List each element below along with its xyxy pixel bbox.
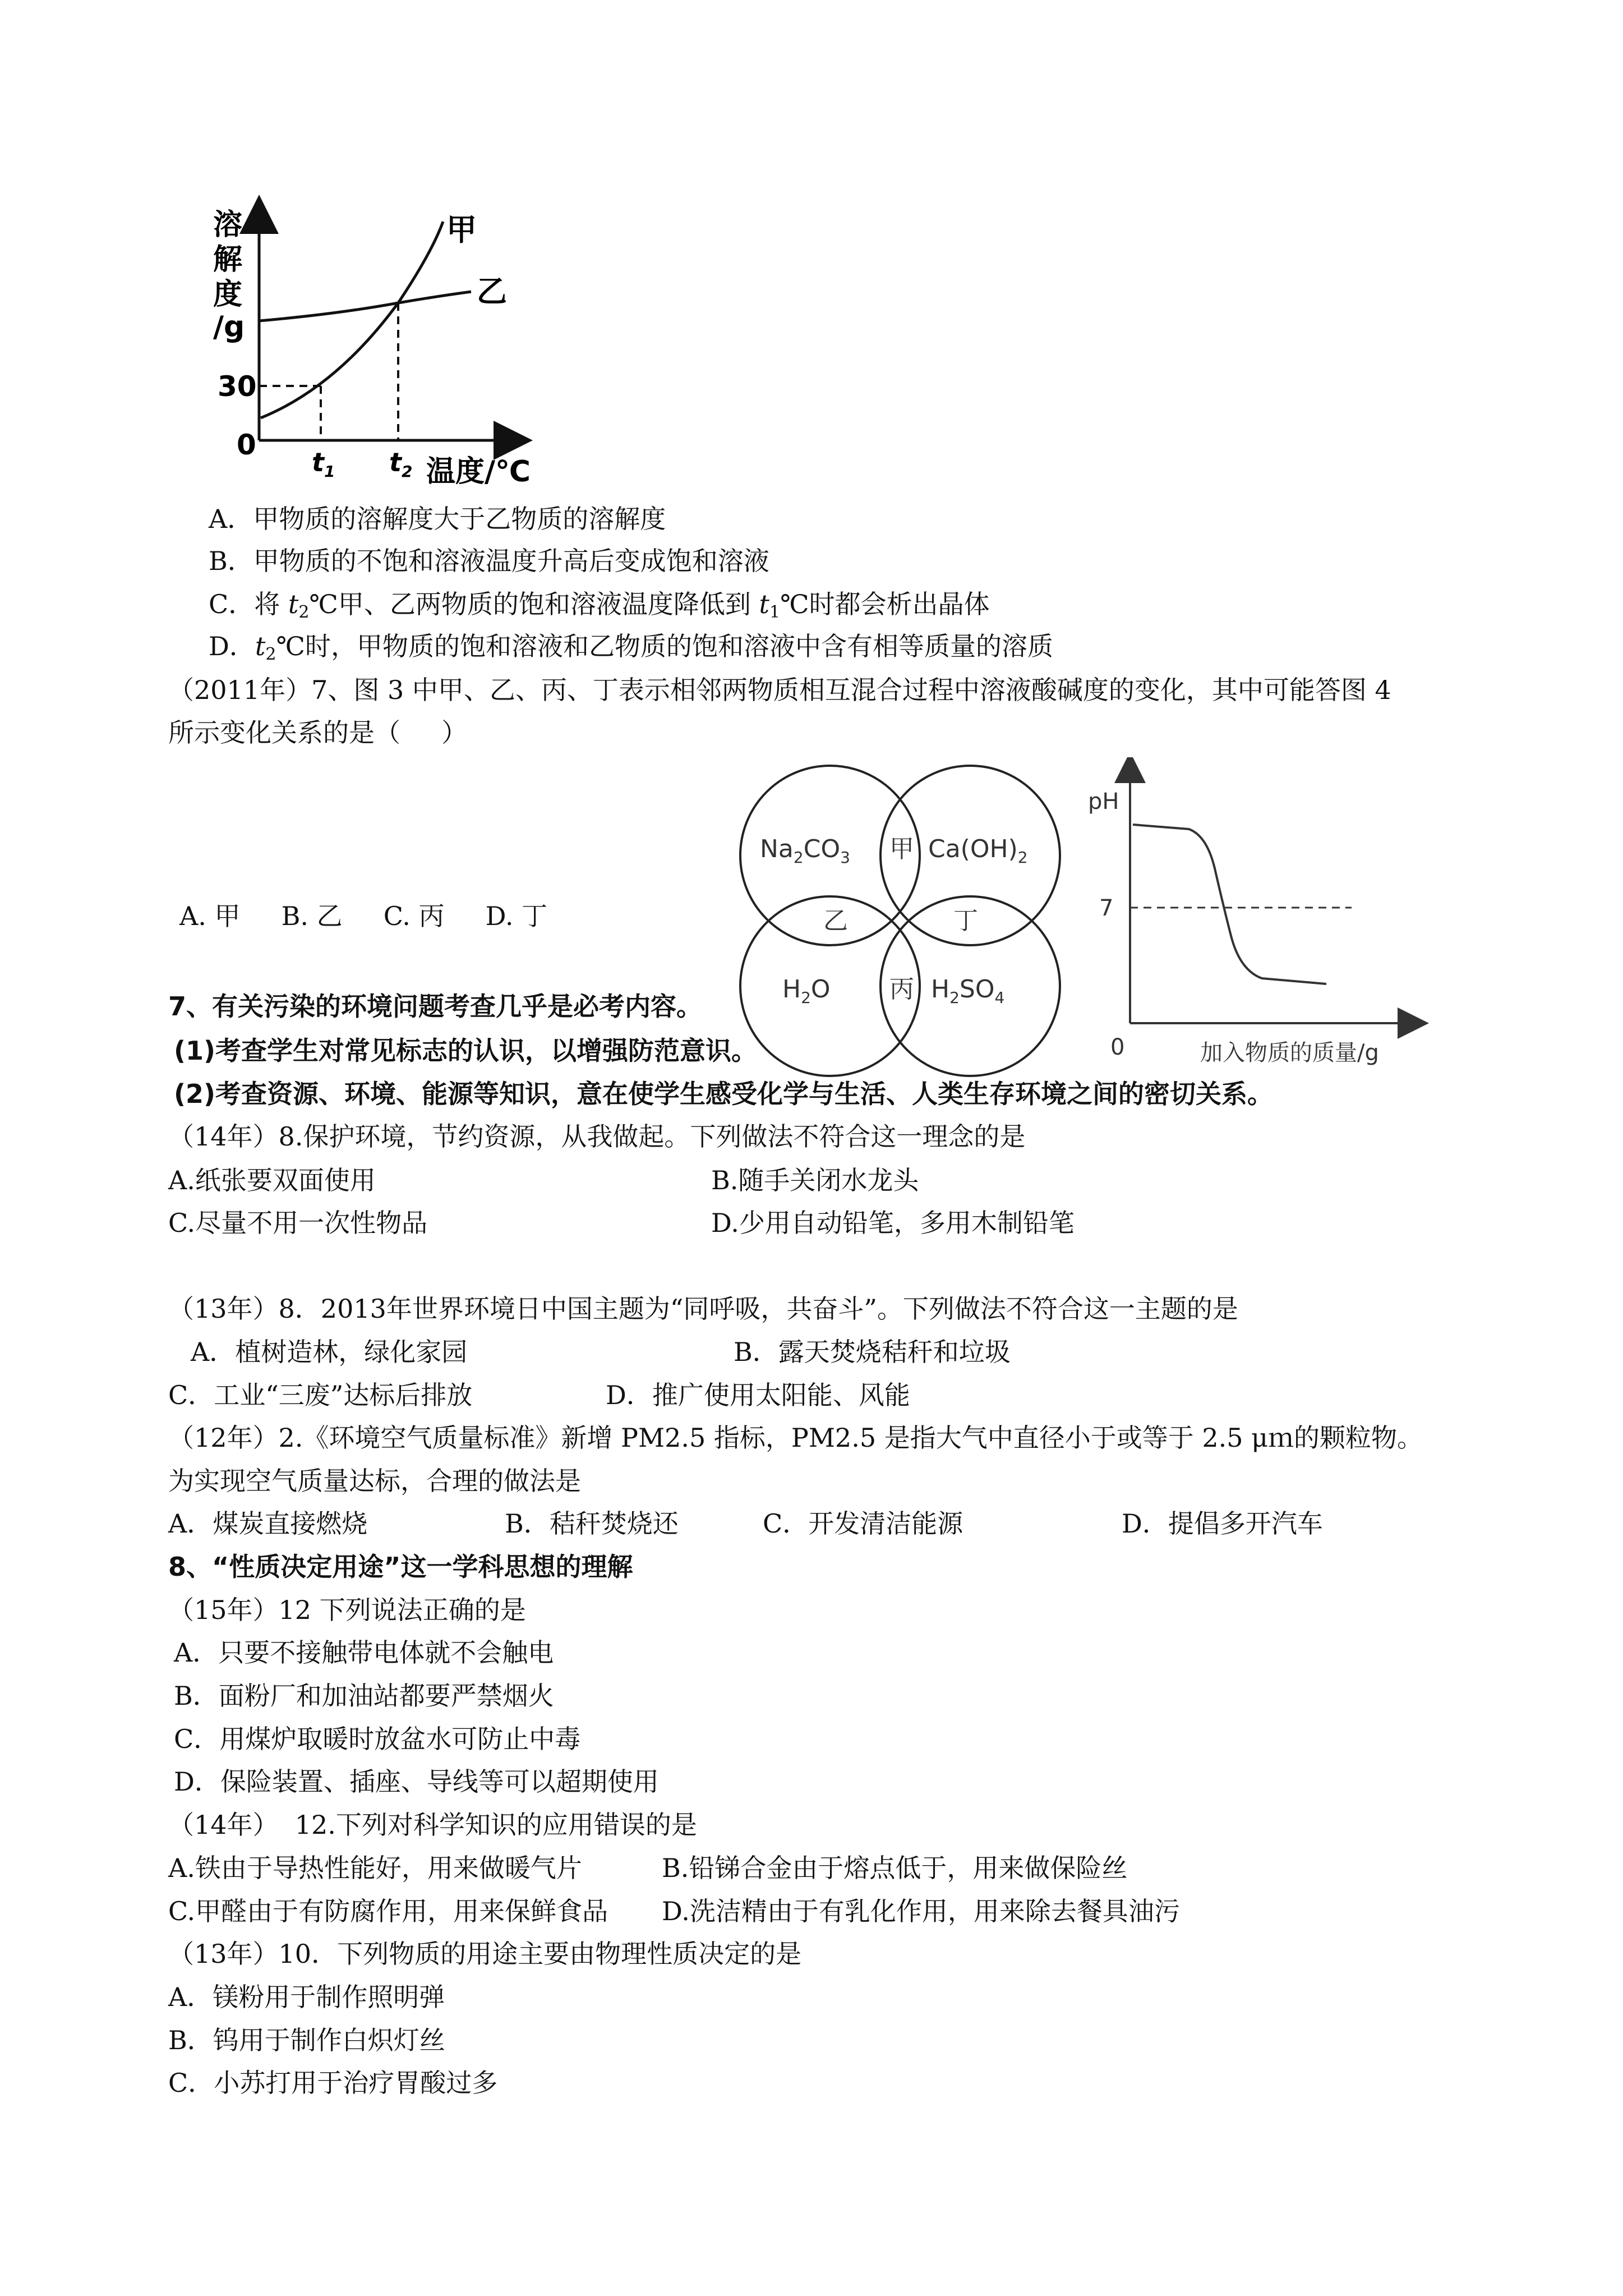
ph-y-label: pH bbox=[1088, 789, 1119, 815]
curve-yi bbox=[259, 292, 471, 321]
q15-12-option-c: C．用煤炉取暖时放盆水可防止中毒 bbox=[174, 1724, 581, 1754]
q12-2-option-b: B．秸秆焚烧还 bbox=[505, 1508, 679, 1539]
q6-option-d: D．$t_2℃$时，甲物质的饱和溶液和乙物质的饱和溶液中含有相等质量的溶质 bbox=[209, 631, 1053, 664]
label-h2o: $H_2O$ bbox=[782, 975, 831, 1007]
q14-12-option-d: D.洗洁精由于有乳化作用，用来除去餐具油污 bbox=[662, 1896, 1180, 1926]
q13-8-option-b: B．露天焚烧秸秆和垃圾 bbox=[734, 1337, 1011, 1367]
y-tick-30: 30 bbox=[218, 370, 257, 403]
label-h2so4: $H_2SO_4$ bbox=[931, 975, 1005, 1007]
q14-8-option-d: D.少用自动铅笔，多用木制铅笔 bbox=[711, 1208, 1075, 1238]
ph-x-label: 加入物质的质量/g bbox=[1200, 1040, 1379, 1066]
y-label-1: 溶 bbox=[213, 208, 243, 242]
q13-10-option-a: A．镁粉用于制作照明弹 bbox=[168, 1982, 445, 2012]
q13-10-option-c: C．小苏打用于治疗胃酸过多 bbox=[168, 2068, 498, 2098]
q13-8-option-d: D．推广使用太阳能、风能 bbox=[606, 1380, 910, 1410]
y-label-3: 度 bbox=[213, 278, 243, 311]
q12-2-stem-line1: （12年）2.《环境空气质量标准》新增 PM2.5 指标，PM2.5 是指大气中直径小于或等于 2.5 μｍ的颗粒物。 bbox=[168, 1423, 1423, 1453]
y-label-4: /g bbox=[213, 310, 245, 344]
label-na2co3: $Na_2CO_3$ bbox=[760, 835, 850, 867]
ph-curve bbox=[1133, 825, 1326, 984]
q13-8-option-c: C．工业“三废”达标后排放 bbox=[168, 1380, 473, 1410]
t1-label: $t_1$ bbox=[312, 447, 335, 481]
q12-2-option-c: C．开发清洁能源 bbox=[763, 1508, 963, 1539]
q7-2011-stem-line2: 所示变化关系的是（ ） bbox=[168, 717, 468, 748]
section7-point2: (2)考查资源、环境、能源等知识，意在使学生感受化学与生活、人类生存环境之间的密切关系。 bbox=[174, 1079, 1274, 1109]
t2-label: $t_2$ bbox=[389, 447, 413, 481]
q13-8-stem: （13年）8．2013年世界环境日中国主题为“同呼吸，共奋斗”。下列做法不符合这一主题的是 bbox=[168, 1294, 1238, 1324]
q12-2-option-a: A．煤炭直接燃烧 bbox=[168, 1508, 368, 1539]
q14-8-stem: （14年）8.保护环境，节约资源，从我做起。下列做法不符合这一理念的是 bbox=[168, 1121, 1026, 1152]
section7-point1: (1)考查学生对常见标志的认识，以增强防范意识。 bbox=[174, 1036, 758, 1066]
q12-2-option-d: D．提倡多开汽车 bbox=[1122, 1508, 1323, 1539]
q6-option-a: A．甲物质的溶解度大于乙物质的溶解度 bbox=[209, 504, 666, 534]
q15-12-option-b: B．面粉厂和加油站都要严禁烟火 bbox=[174, 1681, 554, 1711]
curve-jia bbox=[261, 222, 443, 418]
venn-diagram bbox=[729, 763, 1077, 1083]
ph-origin: 0 bbox=[1110, 1034, 1125, 1060]
q14-12-stem: （14年） 12.下列对科学知识的应用错误的是 bbox=[168, 1810, 697, 1840]
q14-12-option-c: C.甲醛由于有防腐作用，用来保鲜食品 bbox=[168, 1896, 608, 1926]
q14-12-option-b: B.铅锑合金由于熔点低于，用来做保险丝 bbox=[662, 1853, 1128, 1883]
q14-8-option-a: A.纸张要双面使用 bbox=[168, 1165, 376, 1195]
q13-10-stem: （13年）10．下列物质的用途主要由物理性质决定的是 bbox=[168, 1939, 802, 1969]
q14-8-option-b: B.随手关闭水龙头 bbox=[711, 1165, 919, 1195]
label-ding: 丁 bbox=[953, 907, 978, 935]
label-jia: 甲 bbox=[889, 835, 914, 863]
q14-12-option-a: A.铁由于导热性能好，用来做暖气片 bbox=[168, 1853, 582, 1883]
ph-chart bbox=[1077, 757, 1436, 1077]
q7-2011-options: A. 甲 B. 乙 C. 丙 D. 丁 bbox=[179, 901, 548, 931]
q6-option-c: C．将 $t_2℃$甲、乙两物质的饱和溶液温度降低到 $t_1℃$时都会析出晶体 bbox=[209, 589, 990, 622]
q13-10-option-b: B．钨用于制作白炽灯丝 bbox=[168, 2025, 445, 2055]
y-label-2: 解 bbox=[213, 243, 243, 277]
origin-label: 0 bbox=[237, 429, 256, 461]
q15-12-option-a: A．只要不接触带电体就不会触电 bbox=[174, 1637, 554, 1668]
curve-yi-label: 乙 bbox=[477, 274, 507, 309]
label-caoh2: $Ca(OH)_2$ bbox=[928, 835, 1028, 867]
q15-12-option-d: D．保险装置、插座、导线等可以超期使用 bbox=[174, 1766, 659, 1797]
q12-2-stem-line2: 为实现空气质量达标，合理的做法是 bbox=[168, 1466, 581, 1496]
label-yi: 乙 bbox=[823, 907, 848, 935]
x-axis-label: 温度/℃ bbox=[426, 455, 531, 489]
solubility-chart bbox=[0, 0, 561, 494]
label-bing: 丙 bbox=[889, 975, 914, 1004]
q6-option-b: B．甲物质的不饱和溶液温度升高后变成饱和溶液 bbox=[209, 546, 769, 576]
q15-12-stem: （15年）12 下列说法正确的是 bbox=[168, 1595, 526, 1625]
q14-8-option-c: C.尽量不用一次性物品 bbox=[168, 1208, 428, 1238]
section7-title: 7、有关污染的环境问题考查几乎是必考内容。 bbox=[168, 991, 703, 1022]
ph-y-tick-7: 7 bbox=[1099, 895, 1114, 921]
q13-8-option-a: A．植树造林，绿化家园 bbox=[191, 1337, 468, 1367]
curve-jia-label: 甲 bbox=[446, 212, 477, 247]
section8-title: 8、“性质决定用途”这一学科思想的理解 bbox=[168, 1552, 633, 1582]
q7-2011-stem-line1: （2011年）7、图 3 中甲、乙、丙、丁表示相邻两物质相互混合过程中溶液酸碱度的变化，其中可能答图 4 bbox=[168, 675, 1391, 705]
